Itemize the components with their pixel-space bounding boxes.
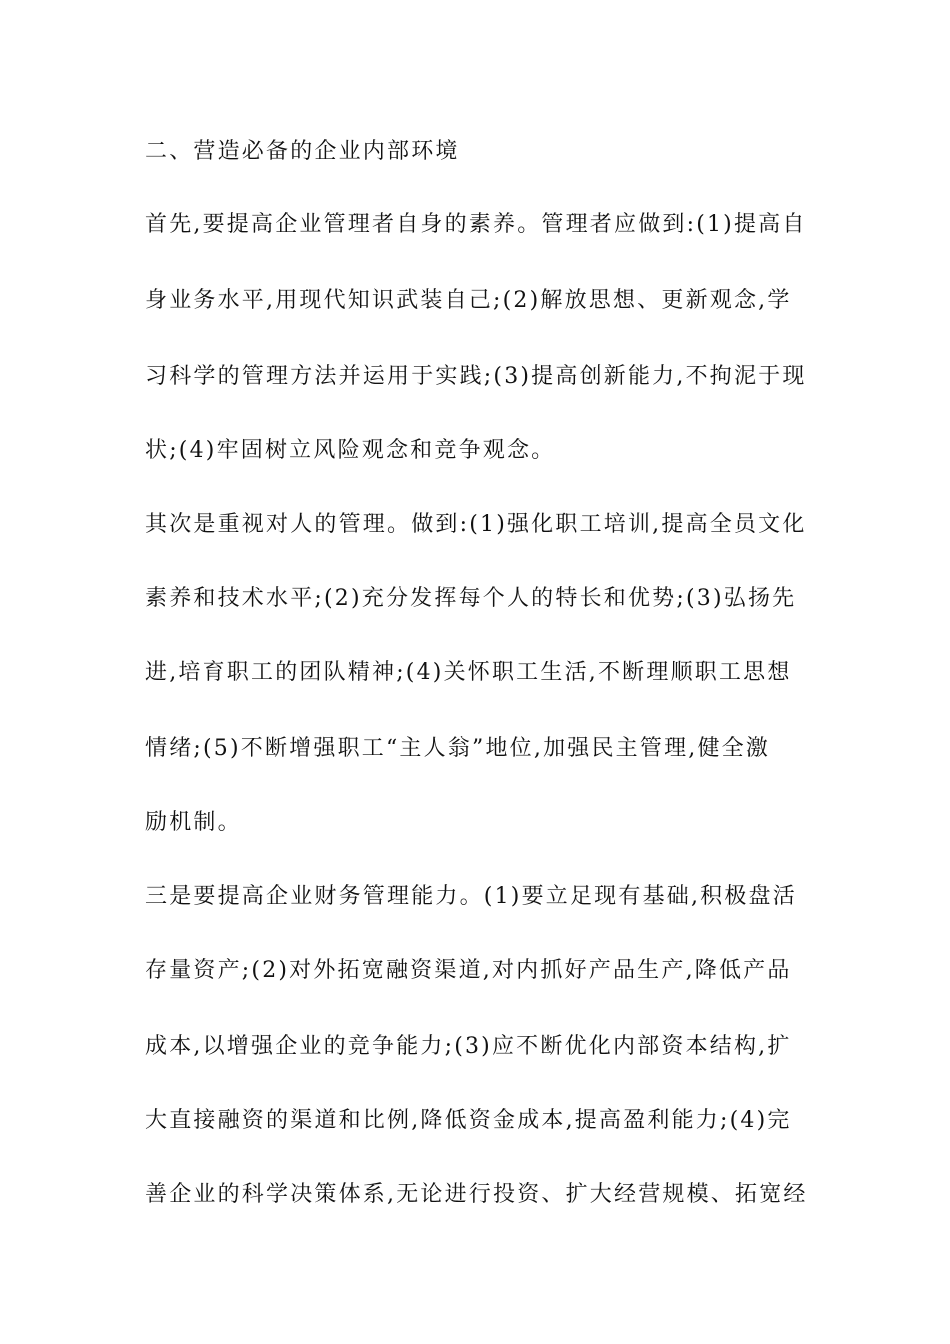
paragraph-2-line-5: 励机制。 (145, 810, 242, 835)
paragraph-2-line-3: 进,培育职工的团队精神;(4)关怀职工生活,不断理顺职工思想 (145, 660, 792, 685)
paragraph-3-line-1: 三是要提高企业财务管理能力。(1)要立足现有基础,积极盘活 (145, 884, 797, 909)
paragraph-1-line-4: 状;(4)牢固树立风险观念和竞争观念。 (145, 438, 556, 463)
paragraph-3-line-4: 大直接融资的渠道和比例,降低资金成本,提高盈利能力;(4)完 (145, 1108, 792, 1133)
paragraph-3-line-2: 存量资产;(2)对外拓宽融资渠道,对内抓好产品生产,降低产品 (145, 958, 792, 983)
paragraph-2-line-1: 其次是重视对人的管理。做到:(1)强化职工培训,提高全员文化 (145, 512, 807, 537)
paragraph-3-line-3: 成本,以增强企业的竞争能力;(3)应不断优化内部资本结构,扩 (145, 1034, 792, 1059)
section-heading: 二、营造必备的企业内部环境 (145, 139, 460, 164)
paragraph-2-line-2: 素养和技术水平;(2)充分发挥每个人的特长和优势;(3)弘扬先 (145, 586, 797, 611)
paragraph-1-line-1: 首先,要提高企业管理者自身的素养。管理者应做到:(1)提高自 (145, 212, 807, 237)
paragraph-1-line-3: 习科学的管理方法并运用于实践;(3)提高创新能力,不拘泥于现 (145, 364, 807, 389)
paragraph-1-line-2: 身业务水平,用现代知识武装自己;(2)解放思想、更新观念,学 (145, 288, 792, 313)
paragraph-2-line-4: 情绪;(5)不断增强职工“主人翁”地位,加强民主管理,健全激 (145, 736, 771, 761)
paragraph-3-line-5: 善企业的科学决策体系,无论进行投资、扩大经营规模、拓宽经 (145, 1182, 808, 1207)
